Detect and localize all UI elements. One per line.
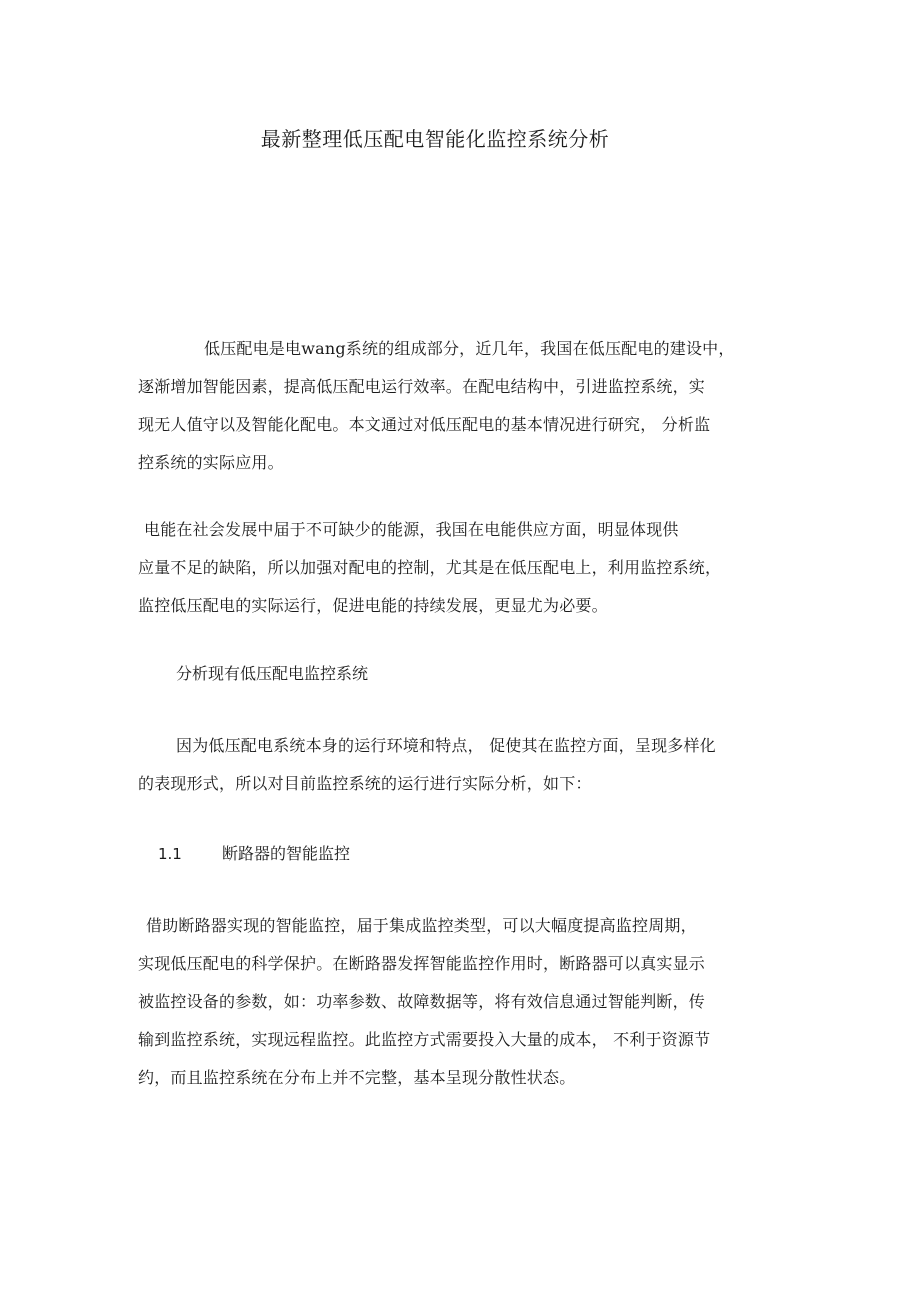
subsection-line: 被监控设备的参数，如：功率参数、故障数据等，将有效信息通过智能判断，传: [138, 992, 706, 1011]
subsection-number: 1.1: [158, 845, 182, 863]
subsection-line: 实现低压配电的科学保护。在断路器发挥智能监控作用时，断路器可以真实显示: [138, 954, 706, 973]
subsection-line: 约，而且监控系统在分布上并不完整，基本呈现分散性状态。: [138, 1068, 576, 1087]
section-line: 因为低压配电系统本身的运行环境和特点， 促使其在监控方面，呈现多样化: [176, 736, 716, 755]
abstract-line: 控系统的实际应用。: [138, 453, 284, 472]
intro-paragraph: [138, 511, 778, 625]
section-heading: 分析现有低压配电监控系统: [176, 664, 369, 683]
abstract-line: 逐渐增加智能因素，提高低压配电运行效率。在配电结构中，引进监控系统，实: [138, 377, 706, 396]
intro-line: 监控低压配电的实际运行，促进电能的持续发展，更显尤为必要。: [138, 596, 608, 615]
intro-line: 应量不足的缺陷，所以加强对配电的控制，尤其是在低压配电上，利用监控系统，: [138, 558, 722, 577]
subsection-heading: [158, 840, 350, 868]
section-line: 的表现形式，所以对目前监控系统的运行进行实际分析，如下：: [138, 774, 592, 793]
document-title: 最新整理低压配电智能化监控系统分析: [260, 127, 610, 151]
subsection-title: 断路器的智能监控: [222, 844, 351, 863]
abstract-line: 低压配电是电wang系统的组成部分，近几年，我国在低压配电的建设中，: [204, 339, 735, 358]
intro-line: 电能在社会发展中届于不可缺少的能源，我国在电能供应方面，明显体现供: [144, 520, 679, 539]
abstract-paragraph: [138, 330, 778, 482]
subsection-line: 输到监控系统，实现远程监控。此监控方式需要投入大量的成本， 不利于资源节: [138, 1030, 711, 1049]
section-paragraph: [138, 727, 778, 803]
subsection-line: 借助断路器实现的智能监控，届于集成监控类型，可以大幅度提高监控周期，: [146, 916, 697, 935]
abstract-line: 现无人值守以及智能化配电。本文通过对低压配电的基本情况进行研究， 分析监: [138, 415, 711, 434]
subsection-paragraph: [138, 907, 778, 1097]
